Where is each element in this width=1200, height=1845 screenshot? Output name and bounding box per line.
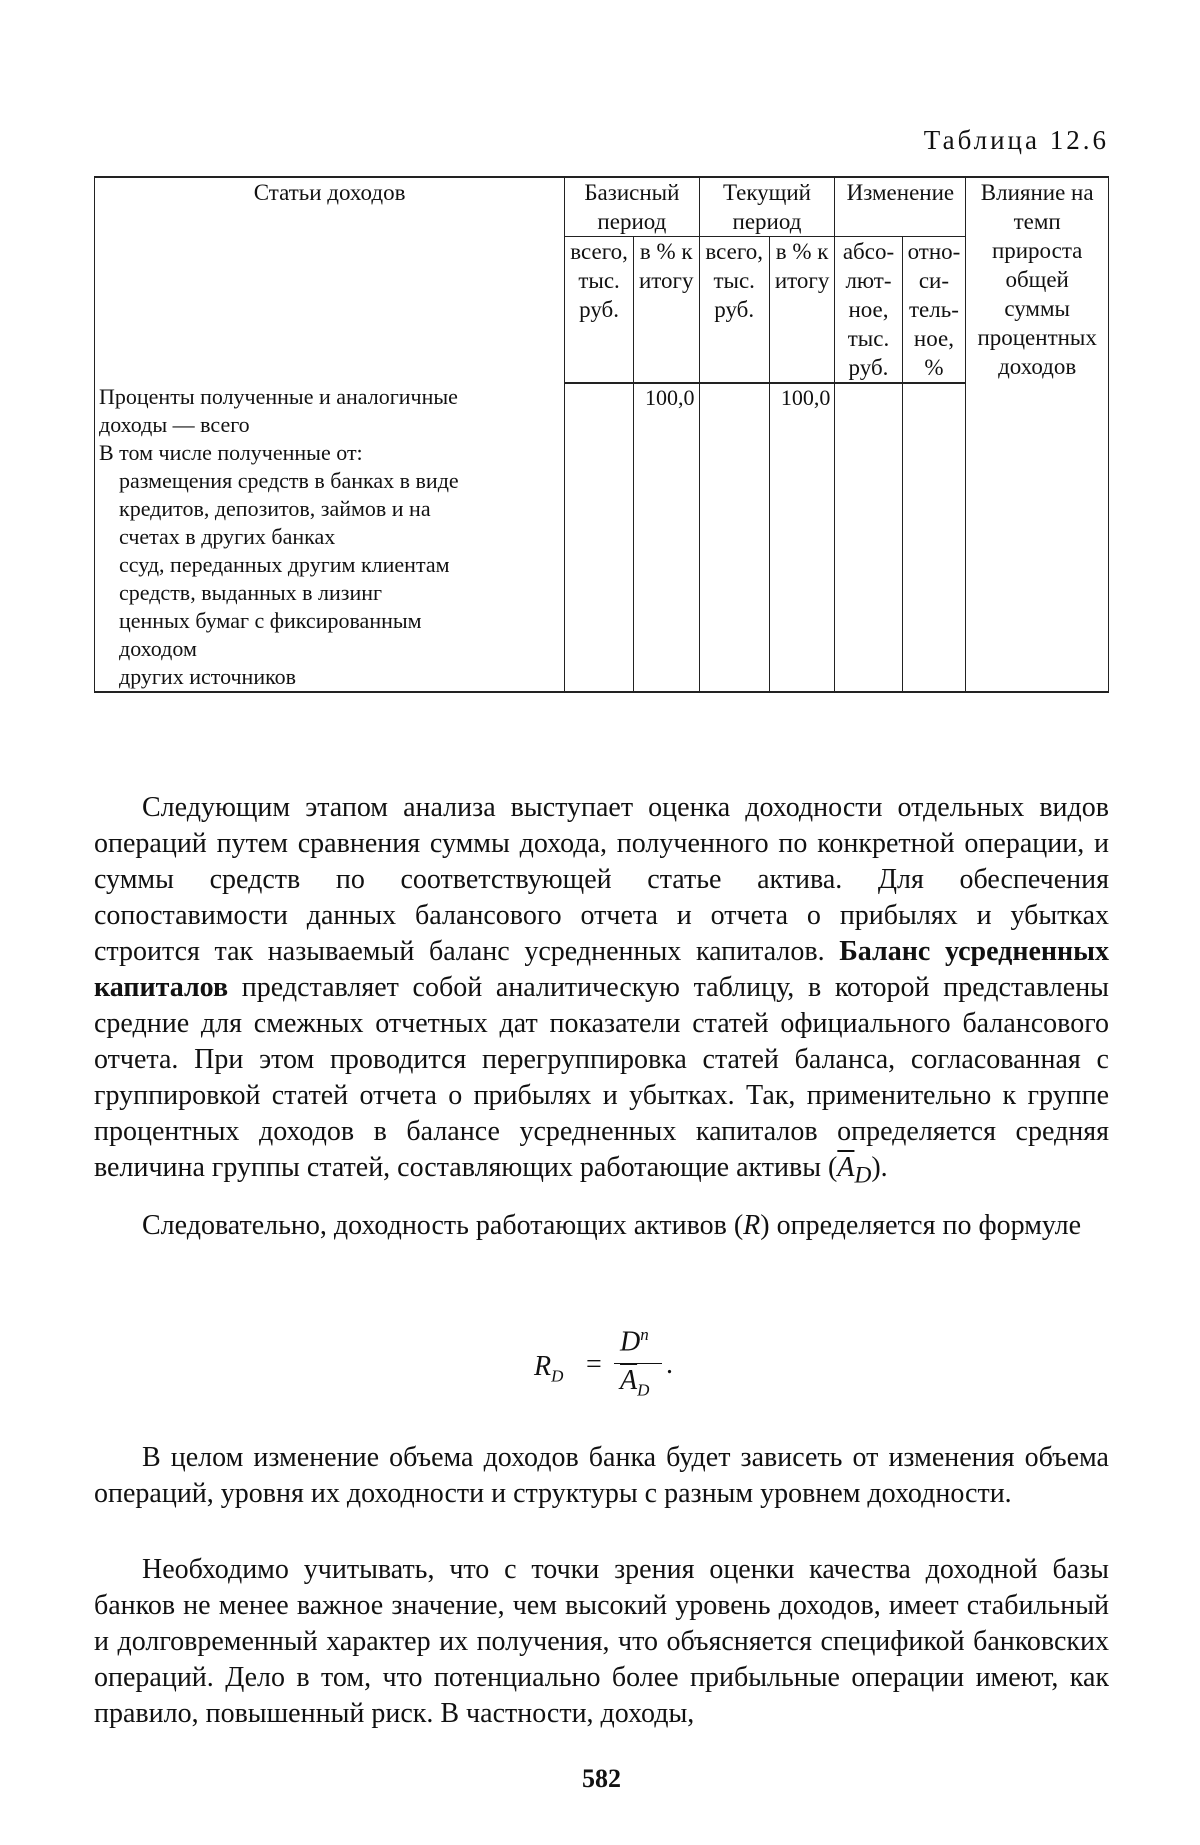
header-change: Изменение — [835, 177, 966, 237]
change-relative-cell — [902, 663, 966, 692]
current-pct-cell — [769, 579, 835, 607]
income-item-label — [95, 663, 565, 692]
page-number: 582 — [582, 1764, 621, 1793]
paragraph-1-block — [94, 790, 1109, 1194]
income-item-label — [95, 467, 565, 551]
table-row — [95, 551, 1109, 579]
change-absolute-cell — [835, 467, 902, 551]
table-caption: Таблица 12.6 — [923, 125, 1109, 155]
base-pct-cell — [633, 607, 699, 663]
table-body — [95, 383, 1109, 692]
change-relative-cell — [902, 439, 966, 467]
paragraph-3-block — [94, 1440, 1109, 1512]
header-items: Статьи доходов — [95, 177, 565, 383]
current-pct-cell: 100,0 — [769, 383, 835, 439]
income-item-line: доходы — всего — [99, 412, 250, 437]
current-total-cell — [699, 579, 769, 607]
income-item-line: ссуд, переданных другим клиентам — [119, 552, 450, 577]
income-item-line: доходом — [119, 636, 197, 661]
income-item-label — [95, 607, 565, 663]
paragraph-4-block — [94, 1552, 1109, 1732]
table-row — [95, 579, 1109, 607]
base-total-cell — [565, 383, 634, 439]
current-pct-cell — [769, 551, 835, 579]
return-symbol: R — [743, 1210, 761, 1241]
income-table — [94, 176, 1109, 693]
header-base-pct: в % к итогу — [633, 237, 699, 384]
current-pct-cell — [769, 439, 835, 467]
income-item-label — [95, 383, 565, 439]
header-current-period: Текущий период — [699, 177, 835, 237]
return-formula — [534, 1325, 734, 1415]
header-current-pct: в % к итогу — [769, 237, 835, 384]
influence-cell — [966, 439, 1109, 467]
book-page — [94, 0, 1109, 1845]
income-item-label — [95, 439, 565, 467]
paragraph-1-text-b: представляет собой аналитическую таблицу, в которой представлены средние для смежных отчетных дат показатели статей официального балансового отчета. При этом проводится перегруппировка статей баланса, согласованная с группировкой статей отчета о прибылях и убытках. Так, применительно к группе процентных доходов в балансе усредненных капиталов определяется средняя величина группы статей, составляющих работающие активы ( — [94, 972, 1109, 1183]
formula-lhs: $R_D$ — [534, 1351, 564, 1386]
table-row — [95, 383, 1109, 439]
table-row — [95, 663, 1109, 692]
header-change-relative: отно-си-тель-ное, % — [902, 237, 966, 384]
change-absolute-cell — [835, 383, 902, 439]
change-relative-cell — [902, 607, 966, 663]
change-relative-cell — [902, 467, 966, 551]
fraction-bar — [614, 1363, 662, 1364]
base-pct-cell — [633, 579, 699, 607]
influence-cell — [966, 607, 1109, 663]
income-item-label — [95, 579, 565, 607]
income-item-label — [95, 551, 565, 579]
income-item-line: В том числе полученные от: — [99, 440, 363, 465]
influence-cell — [966, 383, 1109, 439]
base-pct-cell: 100,0 — [633, 383, 699, 439]
paragraph-1-end: ). — [871, 1152, 888, 1183]
table-row — [95, 467, 1109, 551]
header-current-total: всего, тыс. руб. — [699, 237, 769, 384]
term-average-capital-balance: Баланс усредненных капиталов — [94, 936, 1110, 1003]
base-pct-cell — [633, 663, 699, 692]
base-total-cell — [565, 607, 634, 663]
change-relative-cell — [902, 383, 966, 439]
change-relative-cell — [902, 551, 966, 579]
paragraph-4: Необходимо учитывать, что с точки зрения оценки качества доходной базы банков не менее важное значение, чем высокий уровень доходов, имеет стабильный и долговременный характер их получения, что объясняется спецификой банковских операций. Дело в том, что потенциально более прибыльные операции имеют, как правило, повышенный риск. В частности, доходы, — [94, 1554, 1109, 1729]
paragraph-1 — [94, 790, 1109, 1194]
income-item-line: Проценты полученные и аналогичные — [99, 384, 458, 409]
base-total-cell — [565, 467, 634, 551]
income-item-line: кредитов, депозитов, займов и на — [119, 496, 431, 521]
base-pct-cell — [633, 551, 699, 579]
income-item-line: других источников — [119, 664, 297, 689]
base-pct-cell — [633, 467, 699, 551]
current-total-cell — [699, 551, 769, 579]
paragraph-3: В целом изменение объема доходов банка будет зависеть от изменения объема операций, уровня их доходности и структуры с разным уровнем доходности. — [94, 1442, 1109, 1509]
table-row — [95, 607, 1109, 663]
paragraph-2-text-a: Следовательно, доходность работающих активов ( — [142, 1210, 744, 1241]
current-total-cell — [699, 607, 769, 663]
current-pct-cell — [769, 607, 835, 663]
paragraph-2-text-b: ) определяется по формуле — [760, 1210, 1082, 1241]
change-absolute-cell — [835, 579, 902, 607]
base-total-cell — [565, 663, 634, 692]
formula-equals: = — [586, 1349, 602, 1380]
table-row — [95, 439, 1109, 467]
current-pct-cell — [769, 467, 835, 551]
change-absolute-cell — [835, 607, 902, 663]
income-item-line: размещения средств в банках в виде — [119, 468, 459, 493]
paragraph-2 — [94, 1208, 1109, 1244]
paragraph-2-block — [94, 1208, 1109, 1244]
current-total-cell — [699, 467, 769, 551]
current-total-cell — [699, 439, 769, 467]
header-base-period: Базисный период — [565, 177, 699, 237]
base-total-cell — [565, 439, 634, 467]
income-item-line: средств, выданных в лизинг — [119, 580, 383, 605]
header-base-total: всего, тыс. руб. — [565, 237, 634, 384]
working-assets-symbol: $\overline{A}$ — [837, 1152, 855, 1183]
current-total-cell — [699, 663, 769, 692]
current-pct-cell — [769, 663, 835, 692]
income-item-line: ценных бумаг с фиксированным — [119, 608, 422, 633]
formula-period: . — [666, 1349, 673, 1380]
influence-cell — [966, 467, 1109, 551]
influence-cell — [966, 663, 1109, 692]
current-total-cell — [699, 383, 769, 439]
influence-cell — [966, 551, 1109, 579]
change-absolute-cell — [835, 663, 902, 692]
change-absolute-cell — [835, 551, 902, 579]
header-change-absolute: абсо-лют-ное, тыс. руб. — [835, 237, 902, 384]
header-influence: Влияние на темп прироста общей суммы процентных доходов — [966, 177, 1109, 383]
base-total-cell — [565, 579, 634, 607]
working-assets-symbol-sub: D — [854, 1162, 872, 1189]
income-item-line: счетах в других банках — [119, 524, 336, 549]
formula-denominator: $\overline{A}_D$ — [620, 1365, 650, 1400]
base-pct-cell — [633, 439, 699, 467]
formula-numerator: $D^п$ — [620, 1325, 649, 1358]
change-relative-cell — [902, 579, 966, 607]
paragraph-1-text-a: Следующим этапом анализа выступает оценка доходности отдельных видов операций путем сравнения суммы дохода, полученного по конкретной операции, и суммы средств по соответствующей статье актива. Для обеспечения сопоставимости данных балансового отчета и отчета о прибылях и убытках строится так называемый баланс усредненных капиталов. — [94, 792, 1109, 967]
change-absolute-cell — [835, 439, 902, 467]
base-total-cell — [565, 551, 634, 579]
influence-cell — [966, 579, 1109, 607]
